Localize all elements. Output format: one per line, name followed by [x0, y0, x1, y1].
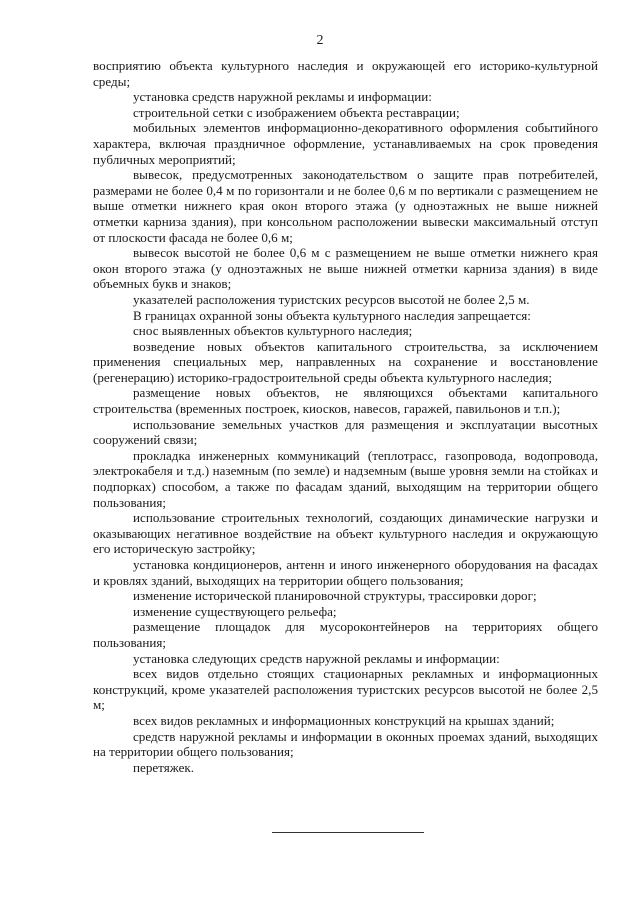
paragraph: возведение новых объектов капитального строительства, за исключением применения специальных мер, направленных на сохранение и восстановление (регенерацию) историко-градостроительной среды объекта культурного наследия; — [93, 338, 598, 385]
paragraph: размещение площадок для мусороконтейнеров на территориях общего пользования; — [93, 619, 598, 650]
paragraph: средств наружной рекламы и информации в оконных проемах зданий, выходящих на территории общего пользования; — [93, 728, 598, 760]
paragraph: использование земельных участков для размещения и эксплуатации высотных сооружений связи; — [93, 416, 598, 448]
paragraph: размещение новых объектов, не являющихся объектами капитального строительства (временных построек, киосков, навесов, гаражей, павильонов и т.п.); — [93, 385, 598, 417]
paragraph: В границах охранной зоны объекта культурного наследия запрещается: — [133, 307, 531, 323]
paragraph: указателей расположения туристских ресурсов высотой не более 2,5 м. — [133, 291, 530, 307]
paragraph: вывесок, предусмотренных законодательством о защите прав потребителей, размерами не более 0,4 м по горизонтали и не более 0,6 м по вертикали с размещением не выше отметки нижнего края окон второго этажа (у одноэтажных не выше нижней отметки карниза здания), при консольном расположении вывески максимальный отступ от плоскости фасада не более 0,6 м; — [93, 167, 598, 245]
paragraph: прокладка инженерных коммуникаций (теплотрасс, газопровода, водопровода, электрокабеля и т.д.) наземным (по земле) и надземным (выше уровня земли на стойках и подпорках) способом, а также по фасадам зданий, выходящим на территории общего пользования; — [93, 447, 598, 510]
page-number: 2 — [316, 33, 324, 48]
end-divider-line — [272, 832, 424, 833]
paragraph: вывесок высотой не более 0,6 м с размещением не выше отметки нижнего края окон второго этажа (у одноэтажных не выше нижней отметки карниза здания) в виде объемных букв и знаков; — [93, 245, 598, 292]
document-body — [93, 58, 598, 775]
paragraph: снос выявленных объектов культурного наследия; — [133, 323, 413, 339]
paragraph: изменение исторической планировочной структуры, трассировки дорог; — [133, 588, 537, 604]
paragraph: использование строительных технологий, создающих динамические нагрузки и оказывающих негативное воздействие на объект культурного наследия и окружающую его историческую застройку; — [93, 510, 598, 557]
paragraph: установка средств наружной рекламы и информации: — [133, 89, 432, 105]
paragraph: всех видов отдельно стоящих стационарных рекламных и информационных конструкций, кроме указателей расположения туристских ресурсов высотой не более 2,5 м; — [93, 666, 598, 713]
paragraph: установка следующих средств наружной рекламы и информации: — [133, 650, 500, 666]
paragraph: всех видов рекламных и информационных конструкций на крышах зданий; — [133, 712, 555, 728]
paragraph: перетяжек. — [133, 759, 195, 775]
paragraph: изменение существующего рельефа; — [133, 603, 337, 619]
paragraph: восприятию объекта культурного наследия и окружающей его историко-культурной среды; — [93, 58, 598, 89]
paragraph: установка кондиционеров, антенн и иного инженерного оборудования на фасадах и кровлях зданий, выходящих на территории общего пользования; — [93, 557, 598, 588]
paragraph: мобильных элементов информационно-декоративного оформления событийного характера, включая праздничное оформление, устанавливаемых на срок проведения публичных мероприятий; — [93, 120, 598, 167]
paragraph: строительной сетки с изображением объекта реставрации; — [133, 104, 460, 120]
